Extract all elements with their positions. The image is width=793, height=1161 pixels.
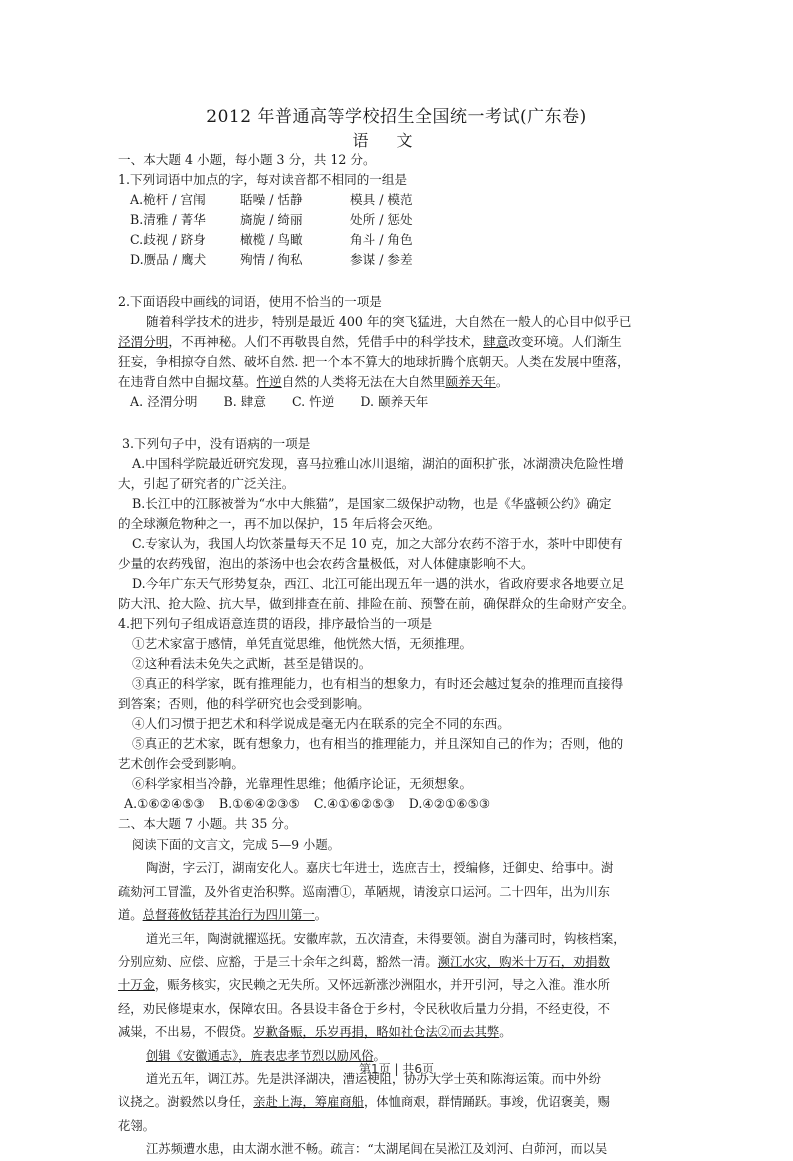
- spacer: [118, 270, 693, 292]
- question-1-option-d: [118, 250, 693, 270]
- option-cell: D.赝品 / 鹰犬: [130, 252, 207, 267]
- classical-text-line: 道光三年，陶澍就擢巡抚。安徽库款，五次清查，未得要领。澍自为藩司时，钩核档案，: [146, 931, 626, 946]
- option-cell: 旖旎 / 绮丽: [240, 212, 303, 227]
- question-1-stem: 1.下列词语中加点的字，每对读音都不相同的一组是: [118, 172, 408, 187]
- page-footer: 第1页 | 共6页: [359, 1062, 434, 1076]
- question-4-stem: 4.把下列句子组成语意连贯的语段，排序最恰当的一项是: [118, 616, 433, 631]
- option-b: B. 肆意: [223, 394, 266, 409]
- passage-text: 自然的人类将无法在大自然里: [281, 374, 446, 389]
- option-d: D.④②①⑥⑤③: [408, 796, 491, 811]
- classical-text-line: [118, 1021, 693, 1044]
- question-3-stem: 3.下列句子中，没有语病的一项是: [122, 436, 311, 451]
- passage-text: 。: [314, 908, 328, 923]
- option-cell: 角斗 / 角色: [350, 232, 413, 247]
- question-2-passage-line: 狂妄，争相掠夺自然、破坏自然. 把一个本不算大的地球折腾个底朝天。人类在发展中堕落，: [118, 354, 630, 369]
- question-4-line: 到答案；否则，他的科学研究也会受到影响。: [118, 696, 370, 711]
- question-4-line: ②这种看法未免失之武断，甚至是错误的。: [132, 656, 372, 671]
- classical-text-line: 江苏频遭水患，由太湖水泄不畅。疏言：“太湖尾闾在吴淞江及刘河、白茆河，而以吴: [146, 1142, 608, 1157]
- question-3-line: C.专家认为，我国人均饮茶量每天不足 10 克，加之大部分农药不溶于水，茶叶中即使有: [132, 536, 623, 551]
- classical-text-line: [118, 904, 693, 927]
- underlined-term: 泾渭分明: [118, 334, 169, 349]
- underlined-term: 肆意: [483, 334, 509, 349]
- subject-heading: 语文: [352, 131, 441, 150]
- question-2-options: [118, 392, 693, 412]
- passage-text: 。: [373, 1048, 386, 1063]
- option-cell: 参谋 / 参差: [350, 252, 413, 267]
- question-1-option-a: [118, 190, 693, 210]
- question-4-line: 艺术创作会受到影响。: [118, 756, 244, 771]
- option-cell: A.桅杆 / 宫闱: [130, 192, 206, 207]
- classical-text-line: 花翎。: [118, 1118, 155, 1133]
- underlined-sentence: 岁歉备赈，乐岁再捐，略如社仓法②而去其弊: [253, 1025, 500, 1040]
- underlined-sentence: 亲赴上海，筹雇商船: [253, 1095, 364, 1110]
- passage-text: 。: [495, 374, 509, 389]
- option-d: D. 颐养天年: [360, 394, 429, 409]
- question-3-line: A.中国科学院最近研究发现，喜马拉雅山冰川退缩，湖泊的面积扩张，冰湖溃决危险性增: [132, 456, 624, 471]
- question-4-options: [118, 794, 693, 814]
- classical-text-line: 疏劾河工冒滥，及外省吏治积弊。巡南漕①，革陋规，请浚京口运河。二十四年，出为川东: [118, 884, 610, 899]
- option-cell: 聒噪 / 恬静: [240, 192, 303, 207]
- question-4-line: ⑥科学家相当冷静，光靠理性思维；他循序论证，无须想象。: [132, 776, 473, 791]
- option-b: B.①⑥④②③⑤: [218, 796, 300, 811]
- passage-text: 道。: [118, 908, 143, 923]
- question-4-line: ⑤真正的艺术家，既有想象力，也有相当的推理能力，并且深知自己的作为；否则，他的: [132, 736, 624, 751]
- passage-text: ，体恤商艰，群情踊跃。事竣，优诏褒美，赐: [363, 1095, 610, 1110]
- question-2-stem: 2.下面语段中画线的词语，使用不恰当的一项是: [118, 294, 382, 309]
- classical-text-line: 道光五年，调江苏。先是洪泽湖决，漕运梗阻，协办大学士英和陈海运策。而中外纷: [146, 1071, 601, 1086]
- spacer: [118, 412, 693, 434]
- option-cell: B.清雅 / 菁华: [130, 212, 206, 227]
- question-3-line: 少量的农药残留，泡出的茶汤中也会农药含量极低，对人体健康影响不大。: [118, 556, 534, 571]
- question-4-line: ③真正的科学家，既有推理能力，也有相当的想象力，有时还会越过复杂的推理而直接得: [132, 676, 624, 691]
- passage-text: 议挠之。澍毅然以身任，: [118, 1095, 254, 1110]
- question-1-option-b: [118, 210, 693, 230]
- classical-text-line: [118, 974, 693, 997]
- option-cell: 模具 / 模范: [350, 192, 413, 207]
- question-4-line: ①艺术家富于感情，单凭直觉思维，他恍然大悟，无须推理。: [132, 636, 473, 651]
- question-3-line: 大，引起了研究者的广泛关注。: [118, 476, 295, 491]
- option-a: A.①⑥②④⑤③: [124, 796, 205, 811]
- question-2-passage-line: [118, 372, 693, 392]
- question-3-line: 的全球濒危物种之一，再不加以保护，15 年后将会灭绝。: [118, 516, 441, 531]
- underlined-sentence: 总督蒋攸铦荐其治行为四川第一: [142, 908, 315, 923]
- option-cell: C.歧视 / 跻身: [130, 232, 206, 247]
- classical-text-line: 陶澍，字云汀，湖南安化人。嘉庆七年进士，选庶吉士，授编修，迁御史、给事中。澍: [146, 861, 614, 876]
- passage-text: 在违背自然中自掘坟墓。: [118, 374, 257, 389]
- reading-instruction: 阅读下面的文言文，完成 5—9 小题。: [132, 838, 340, 852]
- underlined-sentence: 创辑《安徽通志》，旌表忠孝节烈以励风俗: [146, 1048, 374, 1063]
- passage-text: ，赈务核实，灾民赖之无失所。又怀远新涨沙洲阻水，并开引河，导之入淮。淮水所: [154, 978, 610, 993]
- classical-text-line: [118, 951, 693, 974]
- classical-text-line: 经，劝民修堤束水，保障农田。各县设丰备仓于乡村，令民秋收后量力分捐，不经吏役，不: [118, 1001, 610, 1016]
- passage-text: 分别应劾、应偿、应豁，于是三十余年之纠葛，豁然一清。: [118, 954, 438, 969]
- option-c: C. 忤逆: [291, 394, 335, 409]
- question-2-passage-line: 随着科学技术的进步，特别是最近 400 年的突飞猛进，大自然在一般人的心目中似乎已: [146, 314, 632, 329]
- option-cell: 殉情 / 徇私: [240, 252, 303, 267]
- option-cell: 橄榄 / 鸟瞰: [240, 232, 303, 247]
- exam-content: [118, 150, 693, 1161]
- question-3-line: D.今年广东天气形势复杂，西江、北江可能出现五年一遇的洪水，省政府要求各地要立足: [132, 576, 625, 591]
- underlined-term: 忤逆: [256, 374, 282, 389]
- passage-text: 减粜，不出易，不假贷。: [118, 1025, 254, 1040]
- question-3-line: B.长江中的江豚被誉为“水中大熊猫”，是国家二级保护动物，也是《华盛顿公约》确定: [132, 496, 612, 511]
- classical-text-line: [118, 1091, 693, 1114]
- question-2-passage-line: [118, 332, 693, 352]
- question-1-option-c: [118, 230, 693, 250]
- underlined-term: 颐养天年: [445, 374, 496, 389]
- passage-text: 。: [499, 1025, 512, 1040]
- underlined-sentence: 濒江水灾，购米十万石，劝捐数: [437, 954, 610, 969]
- section-heading: 二、本大题 7 小题。共 35 分。: [118, 816, 297, 831]
- exam-title: 2012 年普通高等学校招生全国统一考试(广东卷): [206, 107, 587, 127]
- section-heading: 一、本大题 4 小题，每小题 3 分，共 12 分。: [118, 152, 376, 167]
- question-4-line: ④人们习惯于把艺术和科学说成是毫无内在联系的完全不同的东西。: [132, 716, 510, 731]
- question-3-line: 防大汛、抢大险、抗大旱，做到排查在前、排险在前、预警在前，确保群众的生命财产安全。: [118, 596, 635, 611]
- underlined-sentence: 十万金: [118, 978, 155, 993]
- passage-text: 改变环境。人们渐生: [508, 334, 622, 349]
- option-cell: 处所 / 惩处: [350, 212, 413, 227]
- passage-text: ，不再神秘。人们不再敬畏自然，凭借手中的科学技术，: [168, 334, 484, 349]
- option-c: C.④①⑥②⑤③: [313, 796, 395, 811]
- option-a: A. 泾渭分明: [130, 394, 198, 409]
